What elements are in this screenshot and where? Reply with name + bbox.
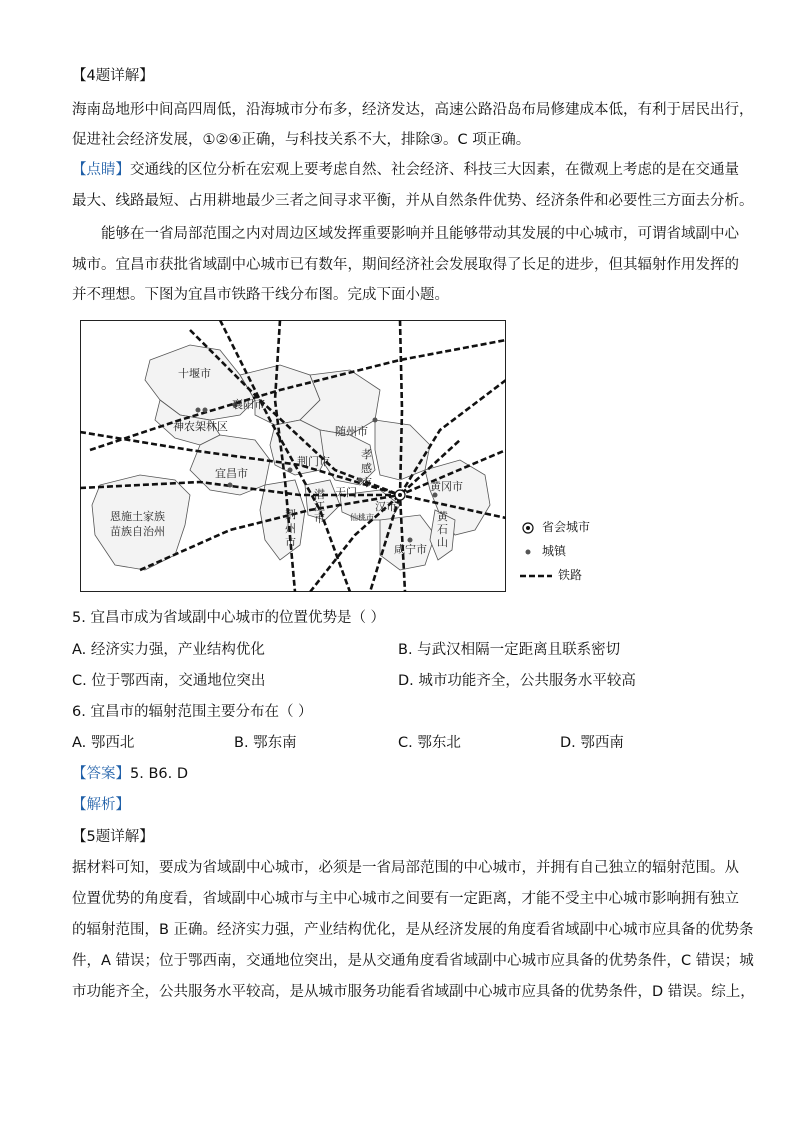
analysis-tag: 【解析】 [72,797,130,813]
legend-capital-label: 省会城市 [542,520,591,534]
answer-line [72,764,732,784]
legend-railway-label: 铁路 [558,568,583,582]
tip-tag: 【点睛】 [72,162,130,178]
label-huanggang: 黄冈市 [430,480,463,493]
label-qian-2: 江 [314,500,325,513]
q5-detail-line-2: 位置优势的角度看，省域副中心城市与主中心城市之间要有一定距离，才能不受主中心城市影响拥有独立 [72,891,739,907]
label-shan: 山 [437,536,448,549]
capital-marker [395,490,405,500]
label-jingzhou-1: 荆 [285,508,296,521]
q5-stem: 5. 宜昌市成为省域副中心城市的位置优势是（ ） [72,610,386,626]
railway-map-svg [80,320,506,592]
q6-stem: 6. 宜昌市的辐射范围主要分布在（ ） [72,704,313,720]
label-huang: 黄 [437,510,448,523]
q5-option-b: B. 与武汉相隔一定距离且联系密切 [398,642,621,658]
intro-line-3: 并不理想。下图为宜昌市铁路干线分布图。完成下面小题。 [72,287,449,303]
label-wuhan: 汉市 [375,500,397,513]
answer-tag: 【答案】 [72,766,130,782]
label-xiantao: 仙桃市 [350,513,374,522]
q4-text-line-2: 促进社会经济发展，①②④正确，与科技关系不大，排除③。C 项正确。 [72,132,531,148]
label-shennongjia: 神农架林区 [173,420,228,433]
label-suizhou: 随州市 [335,425,368,438]
q5-option-d: D. 城市功能齐全，公共服务水平较高 [398,673,636,689]
tip-line-1 [72,160,739,180]
tip-line-2: 最大、线路最短、占用耕地最少三者之间寻求平衡，并从自然条件优势、经济条件和必要性三方面去分析。 [72,193,754,209]
q6-option-d: D. 鄂西南 [560,735,624,751]
label-jingzhou-3: 市 [285,536,296,549]
q5-detail-heading: 【5题详解】 [72,829,154,845]
legend-town [520,542,566,559]
q5-option-c: C. 位于鄂西南，交通地位突出 [72,673,266,689]
q5-detail-line-3: 的辐射范围，B 正确。经济实力强，产业结构优化，是从经济发展的角度看省域副中心城市应具备的优势条 [72,922,754,938]
label-yichang: 宜昌市 [215,467,248,480]
label-shiyan: 十堰市 [178,367,211,380]
intro-line-2: 城市。宜昌市获批省域副中心城市已有数年，期间经济社会发展取得了长足的进步，但其辐射作用发挥的 [72,257,739,273]
label-qian-1: 潜 [314,488,325,501]
label-xiao-shi: 市 [361,476,372,489]
label-shi-2: 石 [437,523,448,536]
label-tianmen: 天门 [335,486,357,499]
label-qian-3: 市 [314,512,325,525]
q6-option-c: C. 鄂东北 [398,735,461,751]
q4-text-line-1: 海南岛地形中间高四周低，沿海城市分布多，经济发达，高速公路沿岛布局修建成本低，有利于居民出行， [72,102,754,118]
legend-railway [520,566,582,583]
label-jingzhou-2: 州 [285,522,296,535]
q5-detail-line-1: 据材料可知，要成为省域副中心城市，必须是一省局部范围的中心城市，并拥有自己独立的辐射范围。从 [72,860,739,876]
town-icon [520,545,536,559]
capital-icon [520,521,536,535]
label-xianning: 咸宁市 [394,543,427,556]
label-xiao: 孝 [361,448,372,461]
intro-line-1: 能够在一省局部范围之内对周边区域发挥重要影响并且能够带动其发展的中心城市，可谓省域副中心 [101,226,739,242]
answer-text: 5. B6. D [130,766,188,782]
label-gan: 感 [361,462,372,475]
label-jingmen: 荆门市 [297,455,330,468]
railway-map [80,320,506,592]
tip-text-1: 交通线的区位分析在宏观上要考虑自然、社会经济、科技三大因素，在微观上考虑的是在交通量 [130,162,739,178]
q5-detail-line-5: 市功能齐全，公共服务水平较高，是从城市服务功能看省域副中心城市应具备的优势条件，D 错误。综上， [72,984,755,1000]
q5-detail-line-4: 件，A 错误；位于鄂西南，交通地位突出，是从交通角度看省域副中心城市应具备的优势条件，C 错误；城 [72,953,754,969]
q5-option-a: A. 经济实力强，产业结构优化 [72,642,265,658]
label-enshi-2: 苗族自治州 [110,525,165,538]
label-xiangyang: 襄阳市 [232,398,265,411]
legend-capital [520,518,590,535]
q4-heading: 【4题详解】 [72,68,154,84]
railway-icon [520,569,552,583]
q6-option-a: A. 鄂西北 [72,735,135,751]
label-enshi-1: 恩施土家族 [110,510,165,523]
legend-town-label: 城镇 [542,544,567,558]
q6-option-b: B. 鄂东南 [234,735,297,751]
